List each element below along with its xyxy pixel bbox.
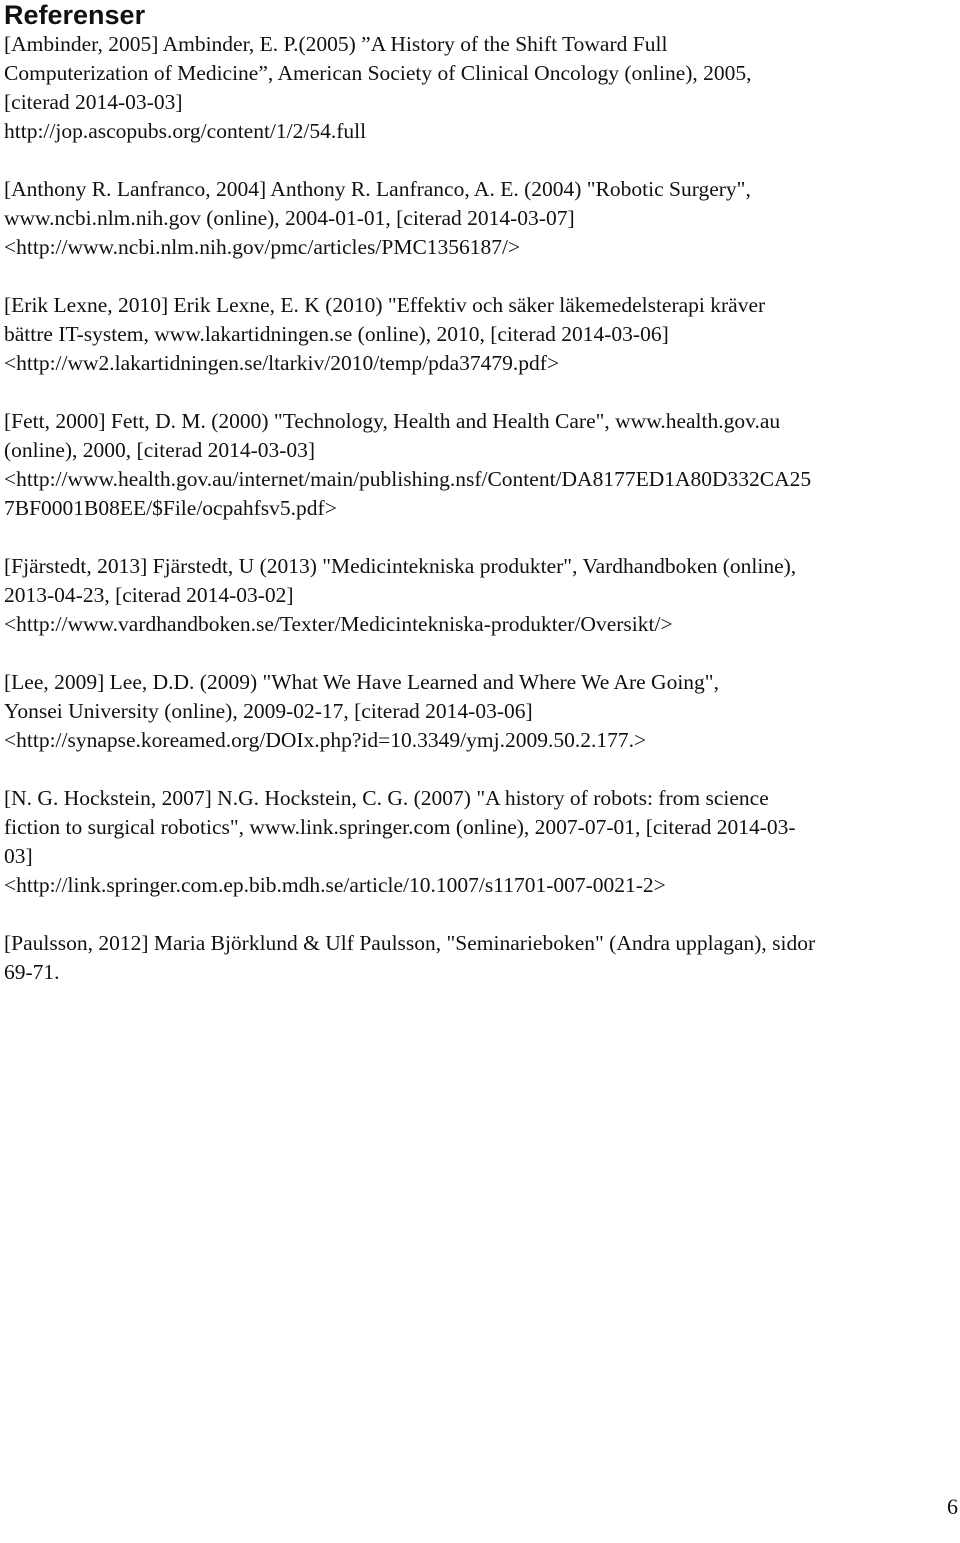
page-number: 6 (947, 1494, 958, 1519)
reference-entry-paulsson: [Paulsson, 2012] Maria Björklund & Ulf Paulsson, "Seminarieboken" (Andra upplagan), sidor 69-71. (4, 931, 816, 984)
section-heading: Referenser (4, 0, 146, 30)
reference-entry-fjarstedt: [Fjärstedt, 2013] Fjärstedt, U (2013) "Medicintekniska produkter", Vardhandboken (online), 2013-04-23, [citerad 2014-03-02] <http://www.vardhandboken.se/Texter/Medicintekniska-produkter/Oversikt/> (4, 554, 797, 636)
reference-entry-fett: [Fett, 2000] Fett, D. M. (2000) "Technology, Health and Health Care", www.health.gov.au (online), 2000, [citerad 2014-03-03] <http://www.health.gov.au/internet/main/publishing.nsf/Content/DA8177ED1A80D332CA25 7BF0001B08EE/$File/ocpahfsv5.pdf> (4, 409, 812, 520)
reference-entry-lexne: [Erik Lexne, 2010] Erik Lexne, E. K (2010) "Effektiv och säker läkemedelsterapi kräver bättre IT-system, www.lakartidningen.se (online), 2010, [citerad 2014-03-06] <http://ww2.lakartidningen.se/ltarkiv/2010/temp/pda37479.pdf> (4, 293, 766, 375)
reference-entry-ambinder: [Ambinder, 2005] Ambinder, E. P.(2005) ”A History of the Shift Toward Full Computerization of Medicine”, American Society of Clinical Oncology (online), 2005, [citerad 2014-03-03] http://jop.ascopubs.org/content/1/2/54.full (4, 32, 752, 143)
reference-entry-lanfranco: [Anthony R. Lanfranco, 2004] Anthony R. Lanfranco, A. E. (2004) "Robotic Surgery", www.ncbi.nlm.nih.gov (online), 2004-01-01, [citerad 2014-03-07] <http://www.ncbi.nlm.nih.gov/pmc/articles/PMC1356187/> (4, 177, 751, 259)
reference-list (4, 30, 958, 987)
reference-entry-hockstein: [N. G. Hockstein, 2007] N.G. Hockstein, C. G. (2007) "A history of robots: from science fiction to surgical robotics", www.link.springer.com (online), 2007-07-01, [citerad 2014-03- 03] <http://link.springer.com.ep.bib.mdh.se/article/10.1007/s11701-007-0021-2> (4, 786, 796, 897)
reference-entry-lee: [Lee, 2009] Lee, D.D. (2009) "What We Have Learned and Where We Are Going", Yonsei University (online), 2009-02-17, [citerad 2014-03-06] <http://synapse.koreamed.org/DOIx.php?id=10.3349/ymj.2009.50.2.177.> (4, 670, 719, 752)
